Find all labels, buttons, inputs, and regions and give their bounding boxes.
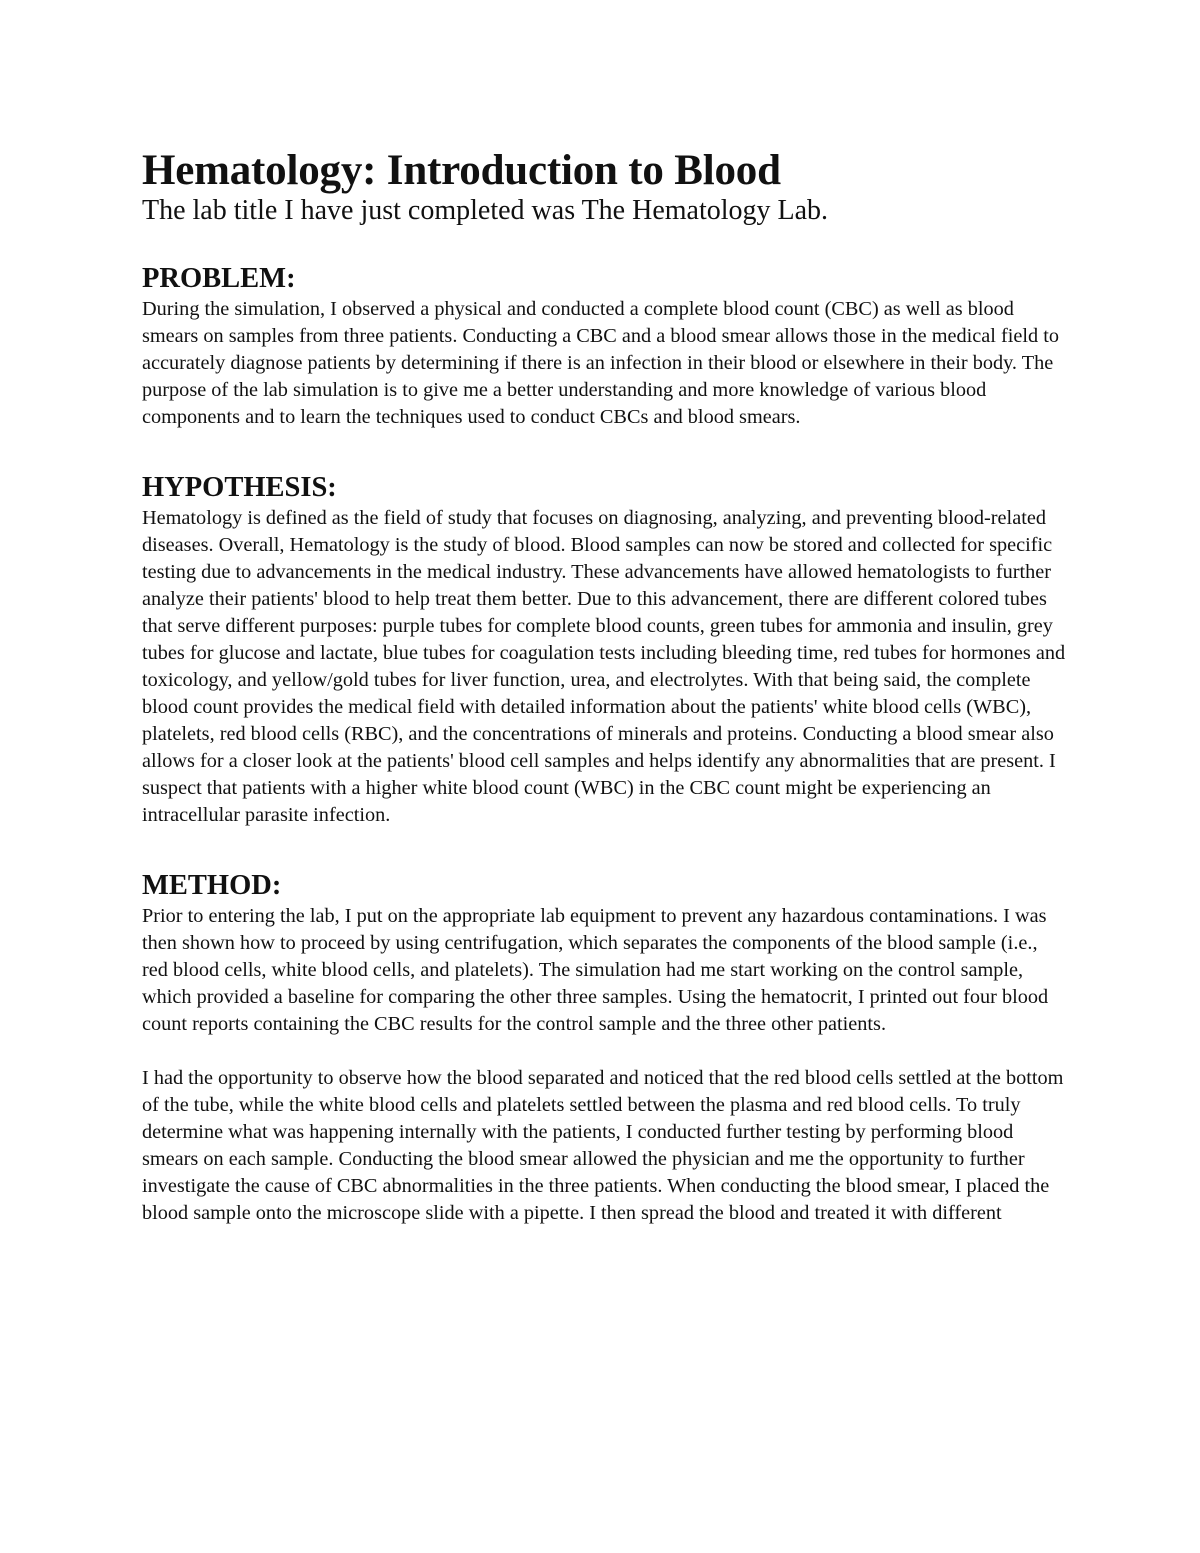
section-hypothesis <box>142 473 1067 829</box>
hypothesis-paragraph: Hematology is defined as the field of study that focuses on diagnosing, analyzing, and preventing blood-related diseases. Overall, Hematology is the study of blood. Blood samples can now be stored and collected for specific testing due to advancements in the medical industry. These advancements have allowed hematologists to further analyze their patients' blood to help treat them better. Due to this advancement, there are different colored tubes that serve different purposes: purple tubes for complete blood counts, green tubes for ammonia and insulin, grey tubes for glucose and lactate, blue tubes for coagulation tests including bleeding time, red tubes for hormones and toxicology, and yellow/gold tubes for liver function, urea, and electrolytes. With that being said, the complete blood count provides the medical field with detailed information about the patients' white blood cells (WBC), platelets, red blood cells (RBC), and the concentrations of minerals and proteins. Conducting a blood smear also allows for a closer look at the patients' blood cell samples and helps identify any abnormalities that are present. I suspect that patients with a higher white blood count (WBC) in the CBC count might be experiencing an intracellular parasite infection. <box>142 507 1066 826</box>
section-problem <box>142 264 1067 431</box>
section-method <box>142 871 1067 1227</box>
section-heading-problem: PROBLEM: <box>142 263 296 294</box>
method-paragraph-2: I had the opportunity to observe how the blood separated and noticed that the red blood cells settled at the bottom of the tube, while the white blood cells and platelets settled between the plasma and red blood cells. To truly determine what was happening internally with the patients, I conducted further testing by performing blood smears on each sample. Conducting the blood smear allowed the physician and me the opportunity to further investigate the cause of CBC abnormalities in the three patients. When conducting the blood smear, I placed the blood sample onto the microscope slide with a pipette. I then spread the blood and treated it with different <box>142 1067 1064 1224</box>
document-subtitle: The lab title I have just completed was The Hematology Lab. <box>142 195 829 226</box>
problem-paragraph: During the simulation, I observed a physical and conducted a complete blood count (CBC) as well as blood smears on samples from three patients. Conducting a CBC and a blood smear allows those in the medical field to accurately diagnose patients by determining if there is an infection in their blood or elsewhere in their body. The purpose of the lab simulation is to give me a better understanding and more knowledge of various blood components and to learn the techniques used to conduct CBCs and blood smears. <box>142 298 1059 428</box>
document-title: Hematology: Introduction to Blood <box>142 147 781 194</box>
section-heading-hypothesis: HYPOTHESIS: <box>142 472 337 503</box>
section-heading-method: METHOD: <box>142 870 282 901</box>
method-paragraph-1: Prior to entering the lab, I put on the appropriate lab equipment to prevent any hazardous contaminations. I was then shown how to proceed by using centrifugation, which separates the components of the blood sample (i.e., red blood cells, white blood cells, and platelets). The simulation had me start working on the control sample, which provided a baseline for comparing the other three samples. Using the hematocrit, I printed out four blood count reports containing the CBC results for the control sample and the three other patients. <box>142 905 1049 1035</box>
document-page <box>142 148 1067 1269</box>
